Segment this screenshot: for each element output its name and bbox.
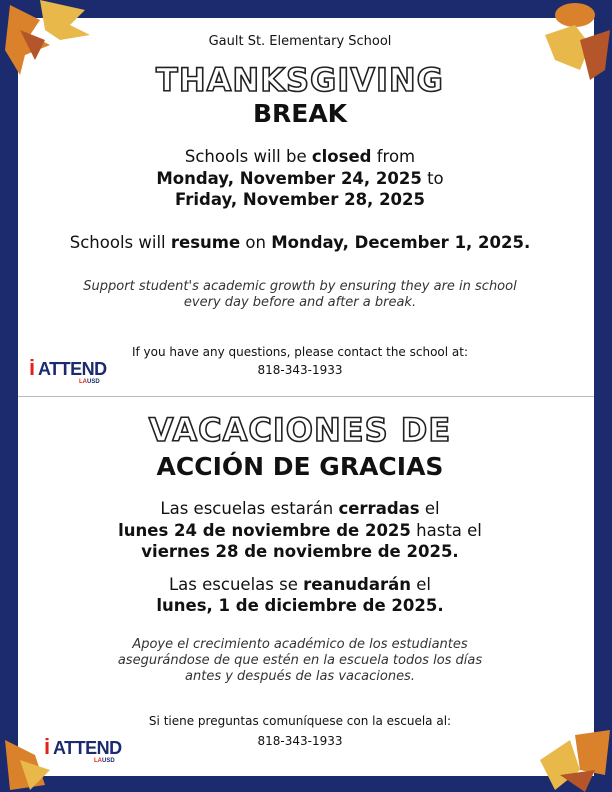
text: LA bbox=[94, 758, 102, 764]
autumn-leaves-icon bbox=[0, 730, 60, 792]
text: cerradas bbox=[338, 499, 420, 518]
text: i bbox=[29, 355, 36, 380]
spanish-support-2: asegurándose de que estén en la escuela todos los días bbox=[117, 653, 483, 668]
english-support-1: Support student's academic growth by ensuring they are in school bbox=[83, 279, 517, 294]
text: reanudarán bbox=[303, 575, 412, 594]
english-questions: If you have any questions, please contact the school at: bbox=[131, 345, 469, 359]
autumn-leaves-icon bbox=[535, 0, 612, 85]
spanish-resume-date: lunes, 1 de diciembre de 2025. bbox=[156, 596, 444, 615]
spanish-questions: Si tiene preguntas comuníquese con la escuela al: bbox=[148, 714, 452, 728]
section-divider bbox=[18, 396, 594, 397]
text: USD bbox=[87, 379, 100, 385]
iattend-logo bbox=[29, 356, 111, 386]
autumn-leaves-icon bbox=[530, 720, 612, 792]
spanish-phone: 818-343-1933 bbox=[257, 734, 343, 748]
text: ATTEND bbox=[53, 738, 122, 758]
spanish-closed-line bbox=[160, 500, 439, 519]
spanish-resume-line bbox=[169, 576, 431, 595]
english-date-from bbox=[156, 170, 443, 189]
text: Monday, December 1, 2025. bbox=[271, 233, 531, 252]
english-title-outline: THANKSGIVING bbox=[156, 61, 444, 99]
english-title-bold: BREAK bbox=[252, 99, 348, 128]
text: Las escuelas se bbox=[168, 575, 304, 594]
school-name: Gault St. Elementary School bbox=[208, 34, 392, 49]
text: from bbox=[371, 147, 416, 166]
text: lunes 24 de noviembre de 2025 bbox=[118, 521, 411, 540]
text bbox=[94, 758, 115, 765]
english-closed-line bbox=[185, 148, 415, 167]
text: Schools will be bbox=[184, 147, 312, 166]
spanish-title-bold: ACCIÓN DE GRACIAS bbox=[156, 452, 444, 481]
text: ATTEND bbox=[38, 359, 107, 379]
spanish-title-outline: VACACIONES DE bbox=[148, 411, 452, 449]
spanish-support-3: antes y después de las vacaciones. bbox=[185, 669, 415, 684]
text: i bbox=[44, 734, 51, 759]
english-phone: 818-343-1933 bbox=[257, 363, 343, 377]
text: USD bbox=[102, 758, 115, 764]
autumn-leaves-icon bbox=[0, 0, 95, 80]
spanish-date-to: viernes 28 de noviembre de 2025. bbox=[141, 542, 459, 561]
text: el bbox=[419, 499, 440, 518]
english-date-to: Friday, November 28, 2025 bbox=[175, 190, 425, 209]
text: on bbox=[240, 233, 272, 252]
text bbox=[79, 379, 100, 386]
text: to bbox=[421, 169, 444, 188]
spanish-support-1: Apoye el crecimiento académico de los estudiantes bbox=[132, 637, 468, 652]
text: hasta el bbox=[410, 521, 482, 540]
spanish-date-from bbox=[118, 522, 482, 541]
text: resume bbox=[170, 233, 241, 252]
text: el bbox=[411, 575, 432, 594]
english-resume-line bbox=[70, 234, 531, 253]
flyer-content bbox=[18, 18, 594, 776]
text: closed bbox=[311, 147, 372, 166]
text: Monday, November 24, 2025 bbox=[156, 169, 422, 188]
text: Las escuelas estarán bbox=[160, 499, 339, 518]
text: LA bbox=[79, 379, 87, 385]
text: Schools will bbox=[69, 233, 171, 252]
english-support-2: every day before and after a break. bbox=[183, 295, 417, 310]
